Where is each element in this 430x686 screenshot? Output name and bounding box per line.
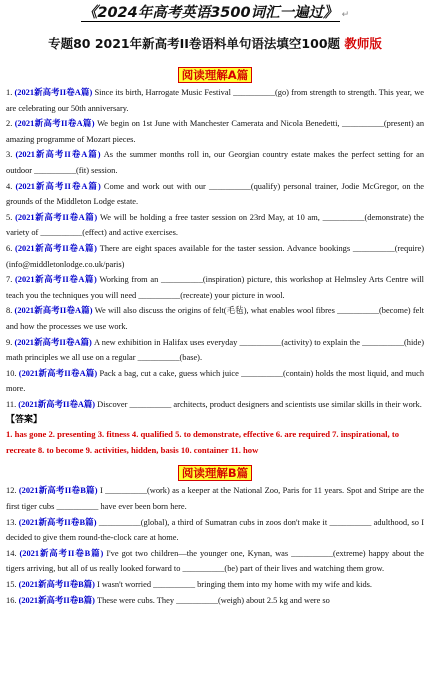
question-source: (2021新高考II卷B篇) <box>18 595 95 605</box>
question-text: I wasn't worried __________ bringing them into my home with my wife and kids. <box>94 580 373 590</box>
question-text: These were cubs. They __________(weigh) about 2.5 kg and were so <box>94 595 330 605</box>
question-source: (2021新高考II卷A篇) <box>15 212 98 222</box>
question-source: (2021新高考II卷A篇) <box>14 88 93 97</box>
answer-key: 1. has gone 2. presenting 3. fitness 4. qualified 5. to demonstrate, effective 6. are required 7. inspirational, to recreate 8. to become 9. activities, hidden, basis 10. container 11. how <box>6 429 399 455</box>
question-text: As the summer months roll in, our Georgian country estate makes the perfect setting for an outdoor __________(fit) session. <box>6 150 425 175</box>
question-source: (2021新高考II卷B篇) <box>18 517 97 527</box>
question-item: 3. (2021新高考II卷A篇) As the summer months roll in, our Georgian country estate makes the perfect setting for an outdoor __________(fit) session. <box>6 150 425 175</box>
book-title-text: 《2024年高考英语3500词汇一遍过》 <box>82 5 338 21</box>
topic-title <box>6 35 424 53</box>
question-item: 9. (2021新高考II卷A篇) A new exhibition in Halifax uses everyday __________(activity) to explain the __________(hide) math principles we all use on a regular __________(base). <box>6 337 424 363</box>
question-item: 4. (2021新高考II卷A篇) Come and work out with our __________(qualify) personal trainer, Jodie McGregor, on the grounds of the Middleton Lodge estate. <box>6 181 425 207</box>
question-text: A new exhibition in Halifax uses everyday __________(activity) to explain the __________(hide) math principles we all use on a regular __________(base). <box>6 337 424 363</box>
question-text: Pack a bag, cut a cake, guess which juice __________(contain) holds the most liquid, and much more. <box>6 368 425 394</box>
question-item: 1. (2021新高考II卷A篇) Since its birth, Harrogate Music Festival __________(go) from strength to strength. This year, we are celebrating our 50th anniversary. <box>6 88 424 113</box>
question-source: (2021新高考II卷A篇) <box>14 337 92 347</box>
question-item: 10. (2021新高考II卷A篇) Pack a bag, cut a cake, guess which juice __________(contain) holds the most liquid, and much more. <box>6 368 425 394</box>
question-item: 8. (2021新高考II卷A篇) We will also discuss the origins of felt(毛毡), what enables wool fibres __________(become) felt and how the processes we use work. <box>6 306 424 331</box>
paragraph-mark-icon: ↵ <box>341 10 350 20</box>
question-item: 7. (2021新高考II卷A篇) Working from an __________(inspiration) picture, this workshop at Helmsley Arts Centre will teach you the techniques you will need __________(recreate) your picture in wool. <box>6 275 424 300</box>
question-item: 15. (2021新高考II卷B篇) I wasn't worried __________ bringing them into my home with my wife and kids. <box>6 580 373 590</box>
question-text: Since its birth, Harrogate Music Festival __________(go) from strength to strength. This year, we are celebrating our 50th anniversary. <box>6 88 424 113</box>
answer-label: 【答案】 <box>6 414 43 425</box>
section-b-heading-label: 阅读理解B篇 <box>178 465 252 481</box>
question-text: __________(global), a third of Sumatran cubs in zoos don't make it __________ adulthood, so I decided to give them round-the-clock care at home. <box>6 517 425 543</box>
section-a-heading <box>6 67 424 83</box>
question-source: (2021新高考II卷A篇) <box>14 119 95 129</box>
question-source: (2021新高考II卷A篇) <box>14 306 93 316</box>
question-source: (2021新高考II卷B篇) <box>19 548 104 558</box>
question-text: We begin on 1st June with Manchester Camerata and Nicola Benedetti, __________(present) an amazing programme of Mozart pieces. <box>6 119 425 144</box>
question-item: 11. (2021新高考II卷A篇) Discover __________ architects, product designers and scientists use similar skills in their work. <box>6 399 422 409</box>
document-page <box>0 3 430 686</box>
question-text: We will also discuss the origins of felt(毛毡), what enables wool fibres __________(become) felt and how the processes we use work. <box>6 306 424 331</box>
question-source: (2021新高考II卷A篇) <box>15 275 97 285</box>
question-item: 5. (2021新高考II卷A篇) We will be holding a free taster session on 23rd May, at 10 am, __________(demonstrate) the variety of __________(effect) and active exercises. <box>6 212 425 238</box>
teacher-edition-label: 教师版 <box>344 36 382 51</box>
question-text: Discover __________ architects, product designers and scientists use similar skills in their work. <box>95 399 422 409</box>
topic-title-text: 专题80 2021年新高考II卷语料单句语法填空100题 <box>48 36 345 51</box>
question-text: I've got two children—the younger one, Kynan, was __________(extreme) happy about the tigers arriving, but all of us really looked forward to __________(be) part of their lives and watching them grow. <box>6 548 424 574</box>
question-text: We will be holding a free taster session on 23rd May, at 10 am, __________(demonstrate) the variety of __________(effect) and active exercises. <box>6 212 425 238</box>
question-item: 6. (2021新高考II卷A篇) There are eight spaces available for the taster session. Advance bookings __________(require) (info@middletonlodge.co.uk/paris) <box>6 243 425 269</box>
question-source: (2021新高考II卷B篇) <box>18 580 95 590</box>
question-item: 14. (2021新高考II卷B篇) I've got two children—the younger one, Kynan, was __________(extreme) happy about the tigers arriving, but all of us really looked forward to __________(be) part of their lives and watching them grow. <box>6 548 424 574</box>
section-b-items <box>6 483 424 608</box>
question-item: 2. (2021新高考II卷A篇) We begin on 1st June with Manchester Camerata and Nicola Benedetti, __________(present) an amazing programme of Mozart pieces. <box>6 119 425 144</box>
question-item: 16. (2021新高考II卷B篇) These were cubs. They __________(weigh) about 2.5 kg and were so <box>6 595 330 605</box>
question-source: (2021新高考II卷B篇) <box>18 486 98 496</box>
question-source: (2021新高考II卷A篇) <box>15 150 101 160</box>
section-b-heading <box>6 465 424 481</box>
question-text: There are eight spaces available for the taster session. Advance bookings __________(require) (info@middletonlodge.co.uk/paris) <box>6 243 425 269</box>
book-title <box>6 3 424 23</box>
question-source: (2021新高考II卷A篇) <box>15 243 97 253</box>
question-item: 12. (2021新高考II卷B篇) I __________(work) as a keeper at the National Zoo, Paris for 11 years. Spot and Stripe are the first tiger cubs __________ have ever been born here. <box>6 486 424 512</box>
question-text: Come and work out with our __________(qualify) personal trainer, Jodie McGregor, on the grounds of the Middleton Lodge estate. <box>6 181 425 207</box>
question-source: (2021新高考II卷A篇) <box>18 368 98 378</box>
question-source: (2021新高考II卷A篇) <box>18 399 96 409</box>
section-a-items <box>6 85 424 412</box>
question-text: Working from an __________(inspiration) picture, this workshop at Helmsley Arts Centre will teach you the techniques you will need __________(recreate) your picture in wool. <box>6 275 424 300</box>
question-text: I __________(work) as a keeper at the National Zoo, Paris for 11 years. Spot and Stripe are the first tiger cubs __________ have ever been born here. <box>6 486 424 512</box>
section-a-heading-label: 阅读理解A篇 <box>178 67 252 83</box>
question-item: 13. (2021新高考II卷B篇) __________(global), a third of Sumatran cubs in zoos don't make it __________ adulthood, so I decided to give them round-the-clock care at home. <box>6 517 425 543</box>
question-source: (2021新高考II卷A篇) <box>15 181 101 191</box>
